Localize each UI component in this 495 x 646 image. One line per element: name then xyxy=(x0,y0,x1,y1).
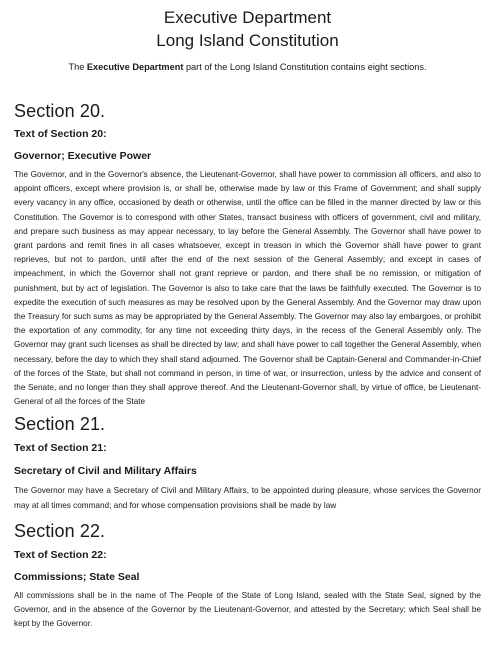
section-topic: Secretary of Civil and Military Affairs xyxy=(14,465,197,478)
section-heading: Section 21. xyxy=(14,414,106,435)
section-topic: Governor; Executive Power xyxy=(14,150,152,162)
section-body: The Governor, and in the Governor's absence, the Lieutenant-Governor, shall have power to commission all officers, and also to appoint officers, except where provision is, or shall be, otherwise made by law or this Frame of Government; and shall supply every vacancy in any office, occasioned by death or otherwise, until the office can be filled in the manner directed by law or this Constitution. The Governor is to correspond with other States, transact business with officers of government, civil and military, and prepare such business as may appear necessary, to lay before the General Assembly. The Governor shall have power to grant pardons and remit fines in all cases whatsoever, except in treason in which the Governor shall have power to grant reprieves, but not to pardon, until after the end of the next session of the General Assembly; and except in cases of impeachment, in which the Governor shall not grant reprieve or pardon, and there shall be no remission, or mitigation of punishment, but by act of legislation. The Governor is also to take care that the laws be faithfully executed. The Governor is to expedite the execution of such measures as may be resolved upon by the General Assembly. And the Governor may draw upon the Treasury for such sums as may be appropriated by the General Assembly. The Governor may also lay embargoes, or prohibit the exportation of any commodity, for any time not exceeding thirty days, in the recess of the General Assembly only. The Governor may grant such licenses as shall be directed by law; and shall have power to call together the General Assembly, when necessary, before the day to which they shall stand adjourned. The Governor shall be Captain-General and Commander-in-Chief of the forces of the State, but shall not command in person, in time of war, or insurrection, unless by the advice and consent of the Senate, and no longer than they shall approve thereof. And the Lieutenant-Governor shall, by virtue of office, be Lieutenant-General of all the forces of the State xyxy=(14,170,481,407)
section-text-label: Text of Section 20: xyxy=(14,128,107,140)
intro-text-post: part of the Long Island Constitution contains eight sections. xyxy=(183,62,427,72)
section-text-label: Text of Section 22: xyxy=(14,548,107,561)
section-text-label: Text of Section 21: xyxy=(14,442,107,455)
intro-text-pre: The xyxy=(68,62,87,72)
section-body: All commissions shall be in the name of The People of the State of Long Island, sealed with the State Seal, signed by the Governor, and in the absence of the Governor by the Lieutenant-Governor, and attested by the Secretary; which Seal shall be kept by the Governor. xyxy=(14,590,481,629)
title-line-1: Executive Department xyxy=(163,8,332,27)
section-22 xyxy=(14,520,481,632)
section-body: The Governor may have a Secretary of Civil and Military Affairs, to be appointed during pleasure, whose services the Governor may at all times command; and for whose compensation provisions shall be made by law xyxy=(14,486,481,510)
title-line-2: Long Island Constitution xyxy=(156,31,339,50)
section-heading: Section 22. xyxy=(14,520,106,541)
section-20 xyxy=(14,100,481,409)
section-21 xyxy=(14,413,481,512)
intro-bold-term: Executive Department xyxy=(86,62,184,72)
section-heading: Section 20. xyxy=(14,101,106,121)
document-page xyxy=(0,6,495,646)
intro-paragraph xyxy=(14,61,481,74)
document-title xyxy=(14,6,481,52)
section-topic: Commissions; State Seal xyxy=(14,570,140,583)
